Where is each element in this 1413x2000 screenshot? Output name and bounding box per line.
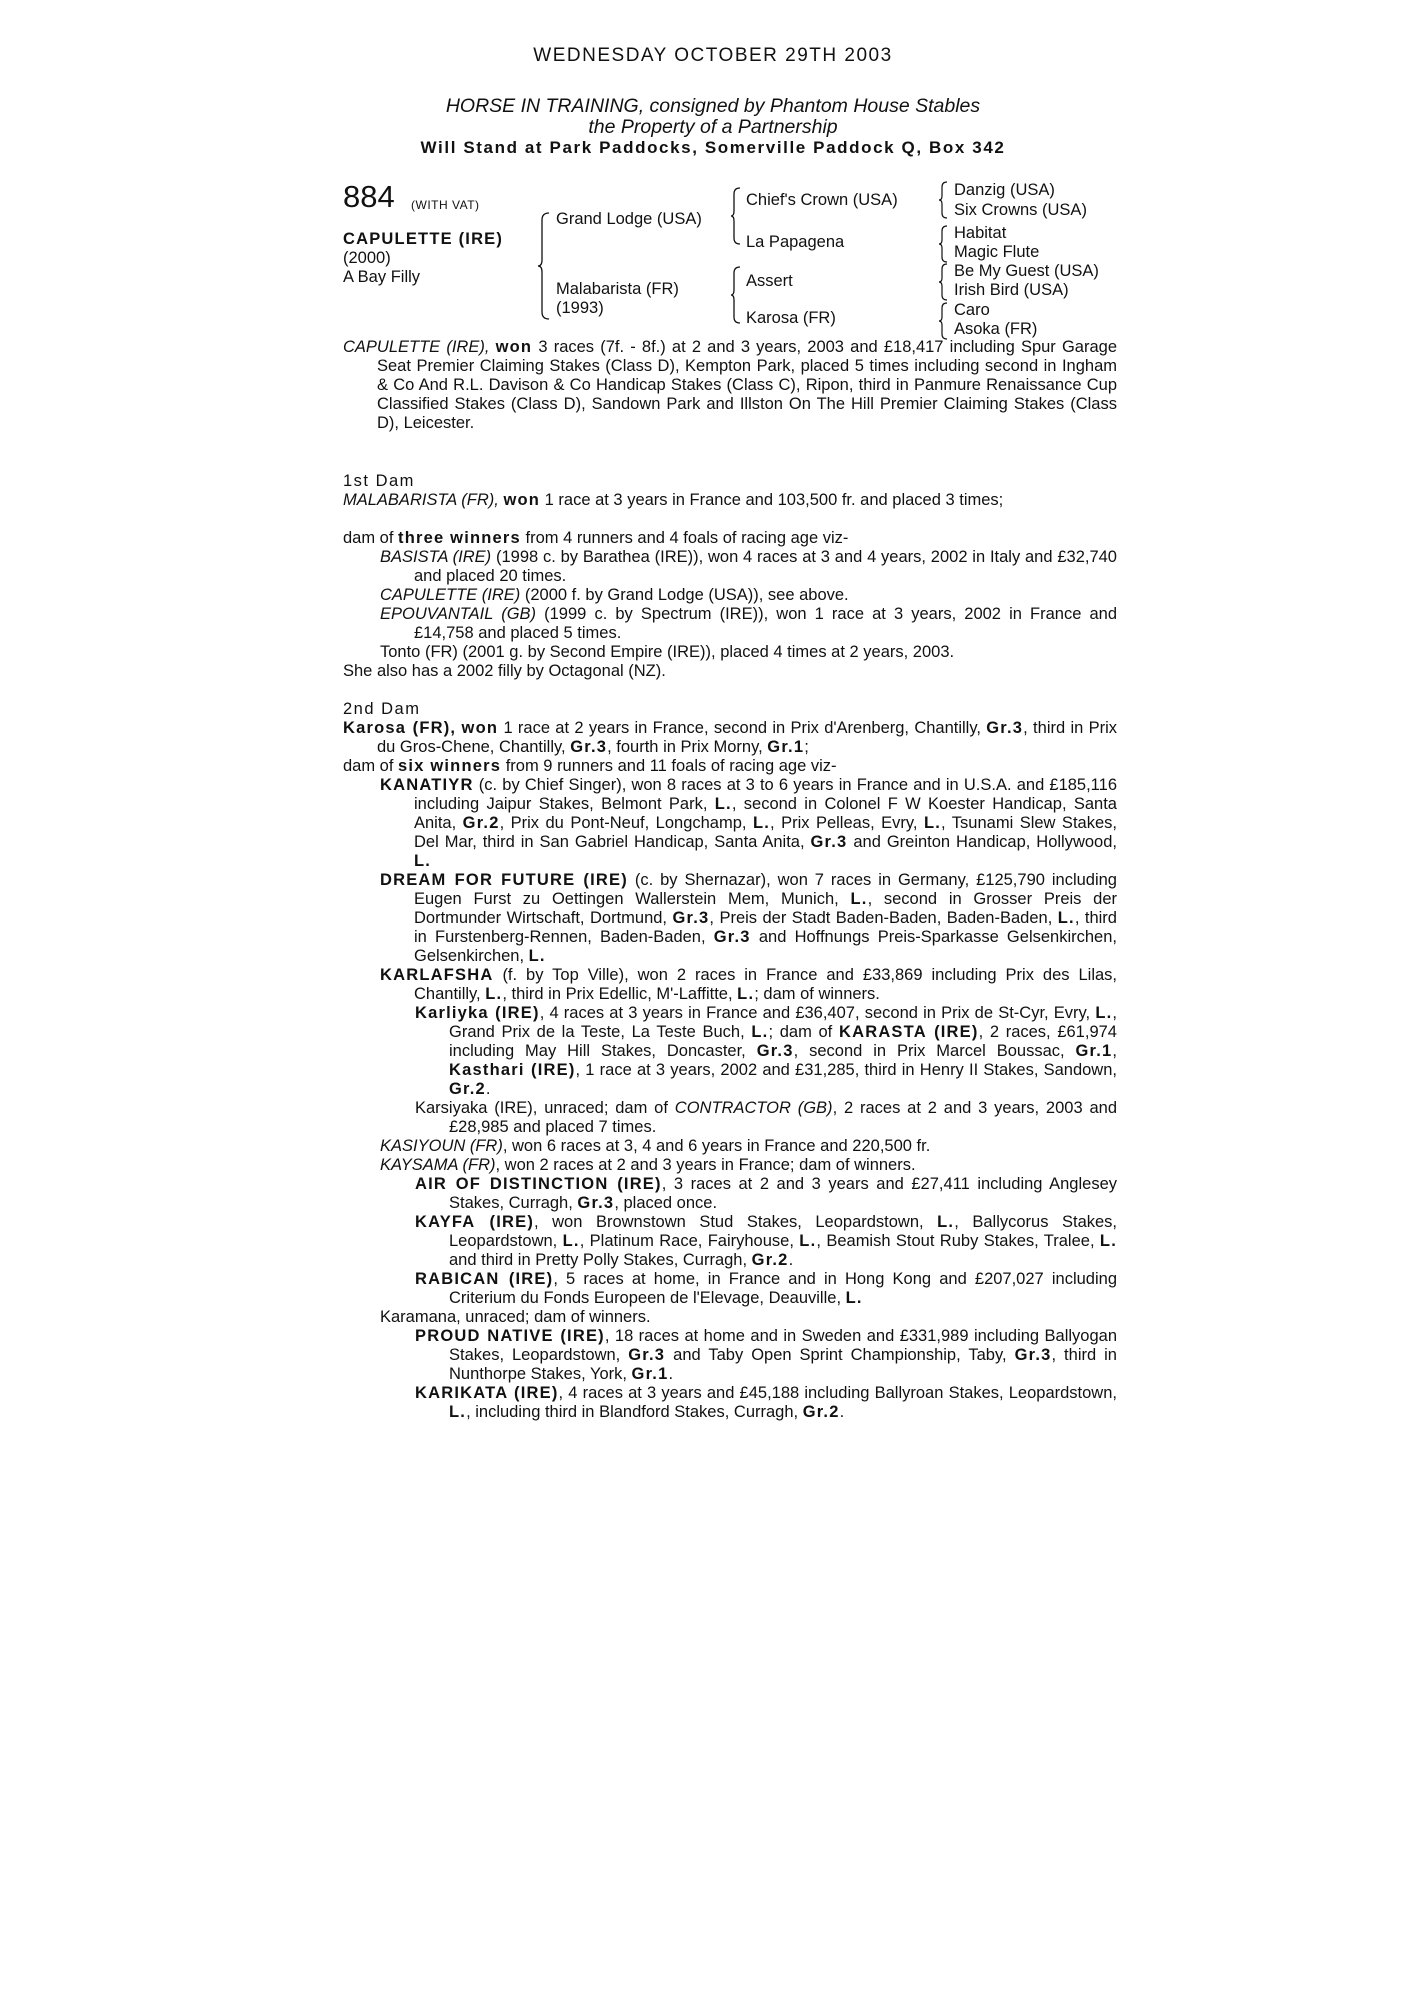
pedigree-sire: Grand Lodge (USA) — [556, 210, 702, 228]
brace-main — [537, 212, 551, 320]
pedigree-dam: Malabarista (FR) — [556, 280, 679, 298]
pedigree-g2: Six Crowns (USA) — [954, 201, 1087, 219]
list-item: EPOUVANTAIL (GB) (1999 c. by Spectrum (IRE)), won 1 race at 3 years, 2002 in France and £14,758 and placed 5 times. — [380, 605, 1117, 642]
list-item: RABICAN (IRE), 5 races at home, in France and in Hong Kong and £207,027 including Criterium du Fonds Europeen de l'Elevage, Deauville, L. — [415, 1270, 1117, 1307]
brace-g3 — [938, 263, 949, 301]
pedigree-sire-sire: Chief's Crown (USA) — [746, 191, 898, 209]
list-item: KASIYOUN (FR), won 6 races at 3, 4 and 6 years in France and 220,500 fr. — [380, 1137, 931, 1155]
first-dam-record — [343, 491, 1117, 510]
winners-count: three winners — [398, 529, 521, 547]
pedigree-dam-dam: Karosa (FR) — [746, 309, 836, 327]
stand-location: Will Stand at Park Paddocks, Somerville Paddock Q, Box 342 — [420, 138, 1006, 157]
offspring-name: KARLAFSHA — [380, 966, 494, 984]
pedigree-g5: Be My Guest (USA) — [954, 262, 1099, 280]
offspring-name: KARIKATA (IRE) — [415, 1384, 559, 1402]
brace-dam — [730, 266, 742, 324]
horse-record — [343, 338, 1117, 433]
list-item: KANATIYR (c. by Chief Singer), won 8 races at 3 to 6 years in France and in U.S.A. and £185,116 including Jaipur Stakes, Belmont Park, L., second in Colonel F W Koester Handicap, Santa Anita, Gr.2, Prix du Pont-Neuf, Longchamp, L., Prix Pelleas, Evry, L., Tsunami Slew Stakes, Del Mar, third in San Gabriel Handicap, Santa Anita, Gr.3 and Greinton Handicap, Hollywood, L. — [380, 776, 1117, 870]
pedigree-g6: Irish Bird (USA) — [954, 281, 1069, 299]
list-item: DREAM FOR FUTURE (IRE) (c. by Shernazar), won 7 races in Germany, £125,790 including Eugen Furst zu Oettingen Wallerstein Mem, Munich, L., second in Grosser Preis der Dortmunder Wirtschaft, Dortmund, Gr.3, Preis der Stadt Baden-Baden, Baden-Baden, L., third in Furstenberg-Rennen, Baden-Baden, Gr.3 and Hoffnungs Preis-Sparkasse Gelsenkirchen, Gelsenkirchen, L. — [380, 871, 1118, 965]
list-item: KAYSAMA (FR), won 2 races at 2 and 3 years in France; dam of winners. — [380, 1156, 916, 1174]
brace-g1 — [938, 181, 949, 219]
pedigree-dam-sire: Assert — [746, 272, 793, 290]
offspring-name: DREAM FOR FUTURE (IRE) — [380, 871, 628, 889]
list-item: KARIKATA (IRE), 4 races at 3 years and £45,188 including Ballyroan Stakes, Leopardstown, L., including third in Blandford Stakes, Curragh, Gr.2. — [415, 1384, 1117, 1421]
pedigree-dam-year: (1993) — [556, 299, 604, 317]
catalogue-page — [343, 0, 1118, 2000]
pedigree-g8: Asoka (FR) — [954, 320, 1038, 338]
horse-record-name: CAPULETTE (IRE), — [343, 338, 490, 356]
first-dam-heading: 1st Dam — [343, 472, 415, 490]
offspring-name: KAYSAMA (FR) — [380, 1156, 496, 1174]
offspring-name: RABICAN (IRE) — [415, 1270, 554, 1288]
vat-note: (WITH VAT) — [411, 198, 480, 212]
first-dam-won: won — [503, 491, 541, 509]
list-item: Karsiyaka (IRE), unraced; dam of CONTRACTOR (GB), 2 races at 2 and 3 years, 2003 and £28,985 and placed 7 times. — [415, 1099, 1117, 1136]
offspring-name: KAYFA (IRE) — [415, 1213, 535, 1231]
sale-date: WEDNESDAY OCTOBER 29TH 2003 — [533, 45, 893, 66]
offspring-name: Karliyka (IRE) — [415, 1004, 540, 1022]
list-item: Karliyka (IRE), 4 races at 3 years in France and £36,407, second in Prix de St-Cyr, Evry, L., Grand Prix de la Teste, La Teste Buch, L.; dam of KARASTA (IRE), 2 races, £61,974 including May Hill Stakes, Doncaster, Gr.3, second in Prix Marcel Boussac, Gr.1, Kasthari (IRE), 1 race at 3 years, 2002 and £31,285, third in Henry II Stakes, Sandown, Gr.2. — [415, 1004, 1117, 1098]
lot-number: 884 — [343, 179, 395, 214]
offspring-name: KANATIYR — [380, 776, 474, 794]
first-dam-name: MALABARISTA (FR), — [343, 491, 499, 509]
pedigree-g4: Magic Flute — [954, 243, 1040, 261]
list-item: PROUD NATIVE (IRE), 18 races at home and in Sweden and £331,989 including Ballyogan Stakes, Leopardstown, Gr.3 and Taby Open Sprint Championship, Taby, Gr.3, third in Nunthorpe Stakes, York, Gr.1. — [415, 1327, 1117, 1383]
first-dam-also: She also has a 2002 filly by Octagonal (NZ). — [343, 662, 666, 680]
offspring-name: CAPULETTE (IRE) — [380, 586, 521, 604]
horse-name: CAPULETTE (IRE) — [343, 230, 504, 248]
pedigree-g1: Danzig (USA) — [954, 181, 1055, 199]
horse-record-text: 3 races (7f. - 8f.) at 2 and 3 years, 2003 and £18,417 including Spur Garage Seat Premier Claiming Stakes (Class D), Kempton Park, placed 5 times including second in Ingham & Co And R.L. Davison & Co Handicap Stakes (Class C), Ripon, third in Panmure Renaissance Cup Classified Stakes (Class D), Sandown Park and Illston On The Hill Premier Claiming Stakes (Class D), Leicester. — [377, 338, 1117, 432]
first-dam-produce-summary: dam of three winners from 4 runners and 4 foals of racing age viz- — [343, 529, 849, 547]
list-item: Karamana, unraced; dam of winners. — [380, 1308, 651, 1326]
offspring-name: EPOUVANTAIL (GB) — [380, 605, 537, 623]
list-item: KAYFA (IRE), won Brownstown Stud Stakes, Leopardstown, L., Ballycorus Stakes, Leopardstown, L., Platinum Race, Fairyhouse, L., Beamish Stout Ruby Stakes, Tralee, L. and third in Pretty Polly Stakes, Curragh, Gr.2. — [415, 1213, 1118, 1269]
pedigree-sire-dam: La Papagena — [746, 233, 845, 251]
offspring-name: PROUD NATIVE (IRE) — [415, 1327, 605, 1345]
second-dam-record: Karosa (FR), won 1 race at 2 years in France, second in Prix d'Arenberg, Chantilly, Gr.3, third in Prix du Gros-Chene, Chantilly, Gr.3, fourth in Prix Morny, Gr.1; — [343, 719, 1118, 756]
list-item: CAPULETTE (IRE) (2000 f. by Grand Lodge (USA)), see above. — [380, 586, 849, 604]
brace-g4 — [938, 302, 949, 340]
foaling-year: (2000) — [343, 249, 391, 267]
offspring-name: AIR OF DISTINCTION (IRE) — [415, 1175, 662, 1193]
horse-record-won: won — [495, 338, 533, 356]
offspring-name: CONTRACTOR (GB) — [674, 1099, 833, 1117]
pedigree-g7: Caro — [954, 301, 990, 319]
winners-count: six winners — [398, 757, 502, 775]
pedigree-g3: Habitat — [954, 224, 1007, 242]
offspring-name: BASISTA (IRE) — [380, 548, 492, 566]
property-line: the Property of a Partnership — [588, 116, 838, 138]
list-item: AIR OF DISTINCTION (IRE), 3 races at 2 and 3 years and £27,411 including Anglesey Stakes, Curragh, Gr.3, placed once. — [415, 1175, 1117, 1212]
second-dam-produce-summary: dam of six winners from 9 runners and 11 foals of racing age viz- — [343, 757, 837, 775]
second-dam-name: Karosa (FR), — [343, 719, 457, 737]
list-item: KARLAFSHA (f. by Top Ville), won 2 races in France and £33,869 including Prix des Lilas, Chantilly, L., third in Prix Edellic, M'-Laffitte, L.; dam of winners. — [380, 966, 1117, 1003]
list-item: Tonto (FR) (2001 g. by Second Empire (IRE)), placed 4 times at 2 years, 2003. — [380, 643, 955, 661]
list-item: BASISTA (IRE) (1998 c. by Barathea (IRE)), won 4 races at 3 and 4 years, 2002 in Italy and £32,740 and placed 20 times. — [380, 548, 1117, 585]
offspring-name: KASIYOUN (FR) — [380, 1137, 503, 1155]
first-dam-text: 1 race at 3 years in France and 103,500 fr. and placed 3 times; — [544, 491, 1004, 509]
consignor-line: HORSE IN TRAINING, consigned by Phantom House Stables — [445, 95, 981, 117]
horse-description: A Bay Filly — [343, 268, 421, 286]
brace-sire — [730, 187, 742, 245]
brace-g2 — [938, 225, 949, 263]
second-dam-heading: 2nd Dam — [343, 700, 421, 718]
